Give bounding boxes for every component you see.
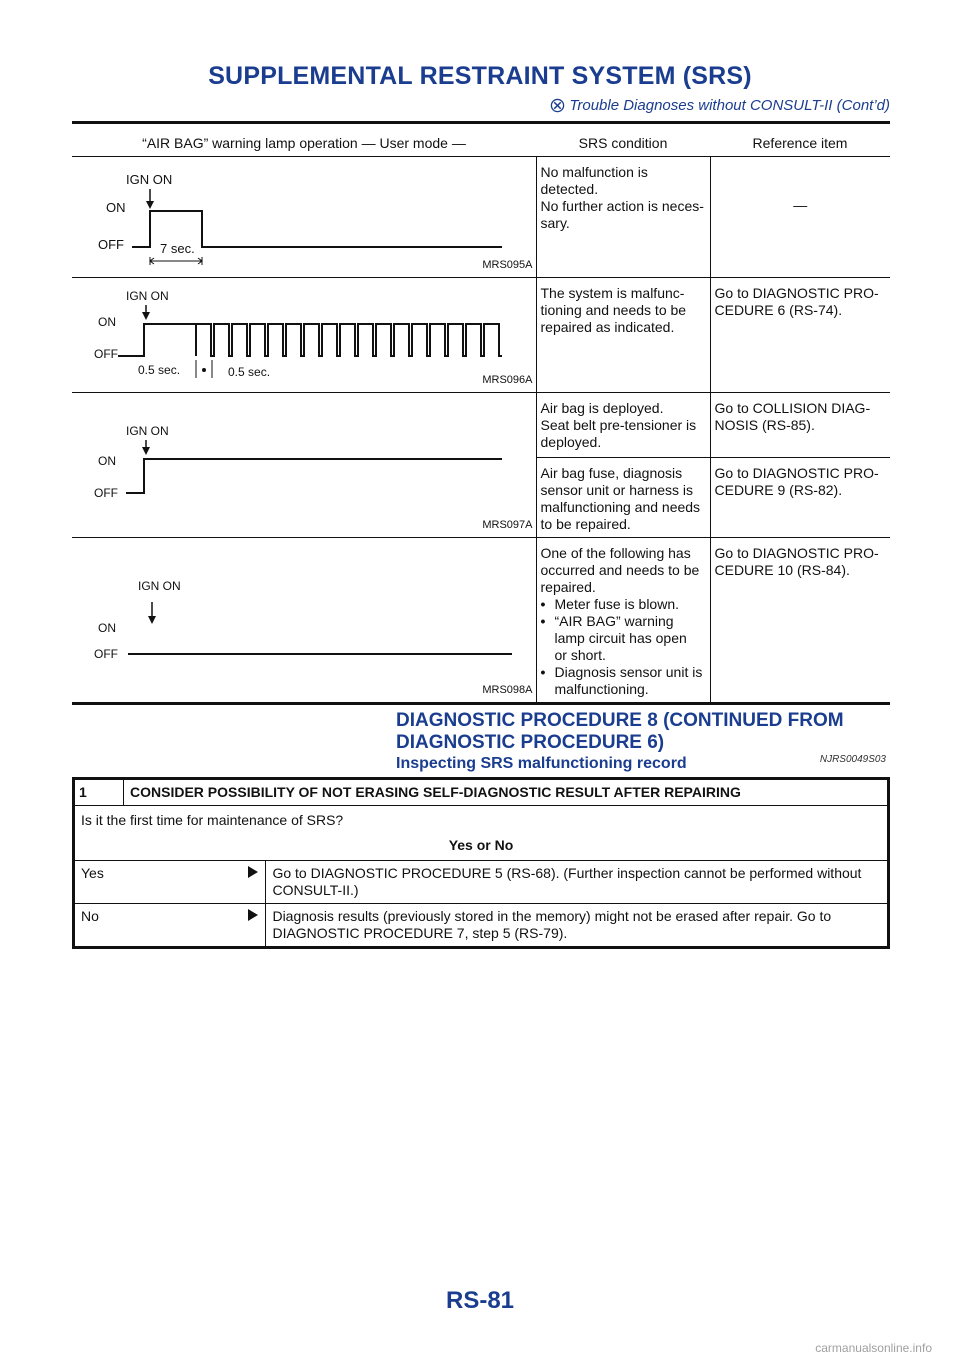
- answer-label: No: [74, 904, 194, 948]
- procedure-table: [72, 777, 890, 949]
- on-label: ON: [98, 621, 116, 635]
- lamp-timing-diagram-off: [72, 538, 534, 698]
- page-subtitle: [550, 97, 890, 114]
- reference-item: Go to DIAGNOSTIC PRO- CEDURE 10 (RS-84).: [710, 538, 890, 704]
- answer-result: Go to DIAGNOSTIC PROCEDURE 5 (RS-68). (Further inspection cannot be performed without CONSULT-II.): [266, 861, 889, 904]
- lamp-diagram-cell: [72, 157, 536, 278]
- figure-code: MRS095A: [482, 259, 533, 271]
- on-label: ON: [98, 315, 116, 329]
- page-number: RS-81: [445, 1287, 515, 1314]
- lamp-timing-diagram-on: [72, 393, 534, 533]
- table-row: [72, 393, 890, 458]
- duration-label-b: 0.5 sec.: [228, 365, 271, 379]
- off-label: OFF: [98, 237, 124, 252]
- lamp-diagram-cell: [72, 393, 536, 538]
- question-header: Yes or No: [448, 837, 514, 853]
- figure-code: MRS096A: [482, 374, 533, 386]
- header-reference: Reference item: [710, 130, 890, 157]
- lamp-timing-diagram-7sec: [72, 157, 534, 277]
- header-operation: “AIR BAG” warning lamp operation — User mode —: [72, 130, 536, 157]
- figure-code: MRS097A: [482, 519, 533, 531]
- lamp-diagram-cell: [72, 538, 536, 704]
- step-title: CONSIDER POSSIBILITY OF NOT ERASING SELF-DIAGNOSTIC RESULT AFTER REPAIRING: [124, 779, 889, 806]
- step-header-row: [74, 779, 889, 806]
- watermark: carmanualsonline.info: [815, 1341, 932, 1355]
- header-condition: SRS condition: [536, 130, 710, 157]
- on-label: ON: [98, 454, 116, 468]
- reference-item: Go to COLLISION DIAG- NOSIS (RS-85).: [710, 393, 890, 458]
- header-rule: [72, 121, 890, 124]
- reference-item: Go to DIAGNOSTIC PRO- CEDURE 6 (RS-74).: [710, 278, 890, 393]
- figure-code: MRS098A: [482, 684, 533, 696]
- lamp-timing-diagram-blinking: [72, 278, 534, 392]
- srs-condition: [536, 538, 710, 704]
- answer-result: Diagnosis results (previously stored in the memory) might not be erased after repair. Go to DIAGNOSTIC PROCEDURE 7, step 5 (RS-79).: [266, 904, 889, 948]
- list-item: • Diagnosis sensor unit is malfunctioning.: [541, 664, 706, 698]
- ign-on-label: IGN ON: [138, 579, 181, 593]
- on-label: ON: [106, 200, 126, 215]
- section-code: NJRS0049S03: [819, 754, 886, 765]
- question-row: [74, 806, 889, 861]
- condition-bullets: [541, 596, 706, 698]
- list-item: • Meter fuse is blown.: [541, 596, 706, 613]
- section-subtitle: Inspecting SRS malfunctioning record: [396, 755, 687, 772]
- table-row: [72, 157, 890, 278]
- subtitle-text: Trouble Diagnoses without CONSULT-II (Cont’d): [569, 97, 890, 114]
- right-triangle-icon: [247, 908, 259, 922]
- duration-label: 7 sec.: [160, 241, 195, 256]
- condition-intro: One of the following has occurred and needs to be repaired.: [540, 545, 700, 595]
- ign-on-label: IGN ON: [126, 172, 173, 187]
- table-row: [72, 538, 890, 704]
- table-header-row: [72, 130, 890, 157]
- page-title: SUPPLEMENTAL RESTRAINT SYSTEM (SRS): [208, 62, 752, 90]
- answer-label: Yes: [74, 861, 194, 904]
- section-title: DIAGNOSTIC PROCEDURE 8 (CONTINUED FROM DIAGNOSTIC PROCEDURE 6): [396, 710, 844, 753]
- duration-label-a: 0.5 sec.: [138, 363, 181, 377]
- question-text: Is it the first time for maintenance of SRS?: [81, 812, 344, 828]
- off-label: OFF: [94, 486, 118, 500]
- reference-item: Go to DIAGNOSTIC PRO- CEDURE 9 (RS-82).: [710, 458, 890, 538]
- warning-lamp-table: [72, 130, 890, 705]
- arrow-cell: [193, 904, 266, 948]
- srs-condition: Air bag fuse, diagnosis sensor unit or harness is malfunctioning and needs to be repaired.: [536, 458, 710, 538]
- srs-condition: Air bag is deployed. Seat belt pre-tensioner is deployed.: [536, 393, 710, 458]
- answer-row: [74, 861, 889, 904]
- list-item: • “AIR BAG” warning lamp circuit has open or short.: [541, 613, 706, 664]
- lamp-diagram-cell: [72, 278, 536, 393]
- off-label: OFF: [94, 347, 118, 361]
- step-number: 1: [74, 779, 124, 806]
- srs-condition: The system is malfunc- tioning and needs to be repaired as indicated.: [536, 278, 710, 393]
- reference-item: —: [710, 157, 890, 278]
- off-label: OFF: [94, 647, 118, 661]
- right-triangle-icon: [247, 865, 259, 879]
- ign-on-label: IGN ON: [126, 289, 169, 303]
- arrow-cell: [193, 861, 266, 904]
- table-row: [72, 278, 890, 393]
- ign-on-label: IGN ON: [126, 424, 169, 438]
- answer-row: [74, 904, 889, 948]
- diagnostic-tool-icon: [550, 98, 565, 113]
- srs-condition: No malfunction is detected. No further action is neces- sary.: [536, 157, 710, 278]
